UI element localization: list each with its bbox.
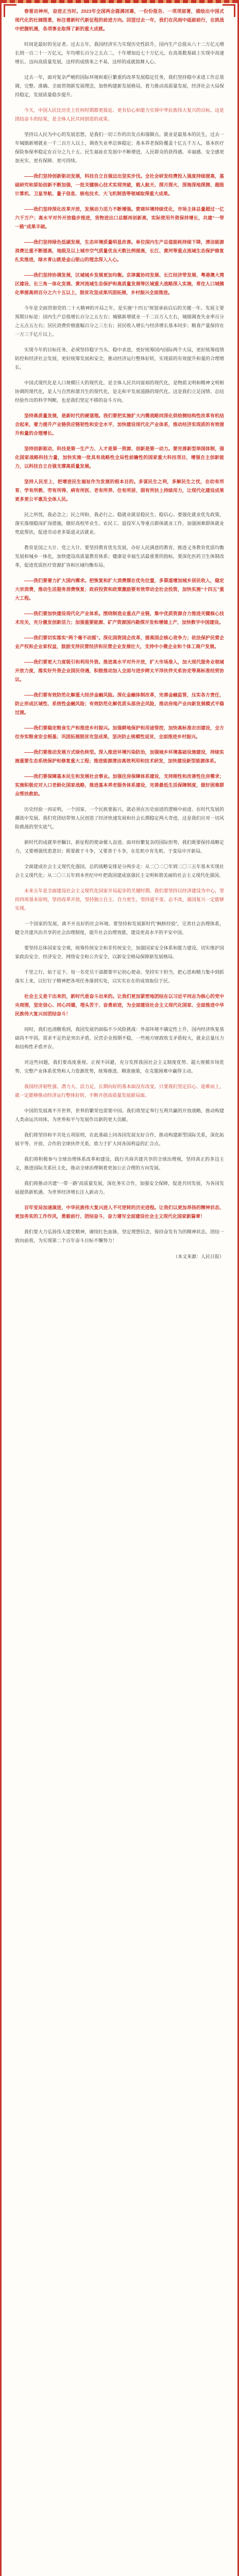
- paragraph: ——我们要推动发展方式绿色转型。深入推进环境污染防治，加强城乡环境基础设施建设，持续实施重要生态系统保护和修复重大工程；推进能源清洁高效利用和技术研发，加快建设新型能源体系。: [15, 750, 224, 764]
- corner-ornament-top-left: [4, 4, 16, 17]
- paragraph: ——我们要着力扩大国内需求。把恢复和扩大消费摆在优先位置，多渠道增加城乡居民收入，稳定大宗消费，推动生活服务消费恢复；政府投资和政策激励要有效带动全社会投资，加快实施“十四五”重大工程。: [15, 578, 224, 601]
- paragraph: ——我们要有效防范化解重大经济金融风险。深化金融体制改革，完善金融监管，压实各方责任，防止形成区域性、系统性金融风险；有效防范化解优质头部房企风险，推动房地产业向新发展模式平稳过渡。: [15, 692, 224, 715]
- paragraph: 实现今年的目标任务，必须坚持稳字当头、稳中求进，更好统筹国内国际两个大局，更好统筹疫情防控和经济社会发展，更好统筹发展和安全，推动经济运行整体好转，实现质的有效提升和量的合理增长。: [15, 347, 224, 370]
- paragraph: 我们将积极参与全球治理体系改革和建设，践行共商共建共享的全球治理观，坚持真正的多边主义，推进国际关系民主化，推动全球治理朝着更加公正合理的方向发展。: [15, 1157, 224, 1171]
- paragraph: 我们将推动共建“一带一路”高质量发展，深化务实合作，加强安全保障，促进共同发展，为各国发展提供新机遇、为世界经济增长注入新动力。: [15, 1181, 224, 1195]
- paragraph: ——我们要加快建设现代化产业体系。围绕制造业重点产业链，集中优质资源合力推进关键核心技术攻关，充分激发创新活力；加强重要能源、矿产资源国内勘探开发和增储上产，加快数字中国建设。: [15, 611, 224, 625]
- paragraph: 时间是最好的见证者。过去五年，我国经济实力实现历史性跃升，国内生产总值从八十二万亿元增长到一百二十一万亿元，年均增长百分之五点二，十年增加近七十万亿元。在高基数基础上实现中高速增长、迈向高质量发展，这样的成绩来之不易，这样的成就鼓舞人心。: [15, 42, 224, 64]
- paragraph: 春雷动神州，奋进正当时。2023年全国两会圆满闭幕，一份份报告、一项项部署，描绘出中国式现代化的壮阔图景，标注着新时代新征程的前进方向。回望过去一年，我们在风雨中砥砺前行，在挑战中把握机遇，各项事业取得了新的重大成就。: [15, 9, 224, 31]
- paragraph: 社会主义是干出来的，新时代是奋斗出来的。让我们更加紧密地团结在以习近平同志为核心的党中央周围，坚定信心、同心同德，埋头苦干、奋勇前进，为全面建设社会主义现代化国家、全面推进中华民族伟大复兴而团结奋斗！: [15, 994, 224, 1016]
- paragraph: ——我们坚持创新驱动发展，科技自立自强迈出坚实步伐。全社会研发经费投入强度持续提高，基础研究和原始创新不断加强，一批关键核心技术实现突破，载人航天、探月探火、深海深地探测、超级计算机、卫星导航、量子信息、核电技术、大飞机制造等领域取得重大成果。: [15, 174, 224, 196]
- paragraph: 未来五年是全面建设社会主义现代化国家开局起步的关键时期。我们要坚持以经济建设为中心，坚持四项基本原则，坚持改革开放，坚持独立自主、自力更生，坚持道不变、志不改，强国复兴一定能够实现。: [15, 888, 224, 911]
- paragraph: 我们要大力弘扬伟大建党精神，赓续红色血脉，坚定理想信念，保持奋发有为的精神状态，团结一致向前看，为实现第二个百年奋斗目标不懈努力！: [15, 1229, 224, 1243]
- article-body: [2, 0, 237, 1289]
- paragraph: 今年是全面贯彻党的二十大精神的开局之年，是实施“十四五”规划承前启后的关键一年。发展主要预期目标是：国内生产总值增长百分之五左右；城镇新增就业一千二百万人左右，城镇调查失业率百分之五点五左右；居民消费价格涨幅百分之三左右；居民收入增长与经济增长基本同步；粮食产量保持在一万三千亿斤以上。: [15, 306, 224, 337]
- paragraph: （本文来源：人民日报）: [173, 1254, 224, 1259]
- paragraph: 坚持创新驱动，科技是第一生产力、人才是第一资源、创新是第一动力。要完善新型举国体制，强化国家战略科技力量，加快实施一批具有战略性全局性前瞻性的国家重大科技项目，增强自主创新能力，以科技自立自强支撑高质量发展。: [15, 446, 224, 469]
- paragraph: 百年变局加速演进，中华民族伟大复兴进入不可逆转的历史进程。让我们以更加昂扬的精神状态、更加务实的工作作风，勇毅前行、团结奋斗，奋力谱写全面建设社会主义现代化国家新篇章！: [15, 1205, 224, 1219]
- paragraph: ——我们要更大力度吸引和利用外资。推进高水平对外开放，扩大市场准入，加大现代服务业领域开放力度，落实好外资企业国民待遇，积极推动加入全面与进步跨太平洋伙伴关系协定等高标准经贸协议。: [15, 659, 224, 682]
- paragraph: 教育是国之大计、党之大计。要坚持教育优先发展，办好人民满意的教育，推进义务教育优质均衡发展和城乡一体化，加快建设高质量教育体系；健康是幸福生活最重要的指标，要深化医药卫生体制改革，促进优质医疗资源扩容和区域均衡布局。: [15, 545, 224, 568]
- paragraph: 千里之行，始于足下。每一名党员干部都要牢记初心使命，坚持实干担当，把心思和精力集中到抓落实上来，以钉钉子精神把各项任务落到实处，以实实在在的成效取信于民。: [15, 970, 224, 984]
- paragraph: 我国经济韧性强、潜力大、活力足，长期向好的基本面没有改变。只要我们坚定信心、迎难而上，就一定能够推动经济运行整体好转，不断开创高质量发展新局面。: [15, 1084, 224, 1098]
- paragraph: 中国的发展离不开世界，世界的繁荣也需要中国。我们将坚定奉行互利共赢的开放战略，推动构建人类命运共同体，为世界和平与发展作出新的更大贡献。: [15, 1108, 224, 1122]
- paragraph: 一个国家的发展，离不开良好的社会环境。要坚持和发展新时代“枫桥经验”，完善社会治理体系，健全共建共治共享的社会治理制度，提升社会治理效能，建设更高水平的平安中国。: [15, 921, 224, 935]
- corner-ornament-top-right: [223, 4, 235, 17]
- paragraph: 历史经验一再证明，一个国家、一个民族要振兴，就必须在历史前进的逻辑中前进、在时代发展的潮流中发展。我们党团结带领人民创造了经济快速发展和社会长期稳定两大奇迹，这是我们应对一切风险挑战的坚实底气。: [15, 807, 224, 829]
- paragraph: 坚持人民至上，把增进民生福祉作为发展的根本目的。多谋民生之利，多解民生之忧，在幼有所育、学有所教、劳有所得、病有所医、老有所养、住有所居、弱有所扶上持续用力，让现代化建设成果更多更公平惠及全体人民。: [15, 479, 224, 502]
- paragraph: 坚持高质量发展，是新时代的硬道理。我们要把实施扩大内需战略同深化供给侧结构性改革有机结合起来，着力提升产业链供应链韧性和安全水平，加快建设现代化产业体系，推动经济实现质的有效提升和量的合理增长。: [15, 413, 224, 436]
- paragraph: 要坚持总体国家安全观，统筹传统安全和非传统安全，加强国家安全体系和能力建设，切实维护国家政治安全、经济安全、网络安全和公共安全，以新安全格局保障新发展格局。: [15, 945, 224, 959]
- paragraph: 新时代的成就举世瞩目，新征程的使命催人奋进。面对纷繁复杂的国际形势，我们既要保持战略定力，又要增强忧患意识；既要敢于斗争，又要善于斗争，在危机中育先机、于变局中开新局。: [15, 840, 224, 854]
- paragraph: ——我们要切实落实“两个毫不动摇”。深化国资国企改革，提高国企核心竞争力；依法保护民营企业产权和企业家权益，鼓励支持民营经济和民营企业发展壮大，支持中小微企业和个体工商户发展。: [15, 635, 224, 649]
- paragraph: ——我们坚持深化改革开放，发展动力活力不断增强。营商环境持续优化，市场主体总量超过一亿六千万户；高水平对外开放稳步推进，货物进出口总额再创新高，实际使用外资保持增长，共建“一带一路”成果丰硕。: [15, 207, 224, 229]
- paragraph: 对这些问题，我们要高度重视、正视不回避，充分发挥我国社会主义制度优势、超大规模市场优势、完整产业体系优势和人力资源优势，统筹推进、精准施策，在克服困难中赢得主动。: [15, 1060, 224, 1074]
- paragraph: 坚持以人民为中心的发展思想，是我们一切工作的出发点和落脚点。就业是最基本的民生，过去一年城镇新增就业一千二百万人以上，调查失业率总体稳定；基本养老保险覆盖十亿五千万人，基本医疗保险参保率稳定在百分之九十五。民生福祉在发展中不断增进，人民群众的获得感、幸福感、安全感更加充实、更有保障、更可持续。: [15, 132, 224, 163]
- paragraph: 中国式现代化是人口规模巨大的现代化，是全体人民共同富裕的现代化，是物质文明和精神文明相协调的现代化，是人与自然和谐共生的现代化，是走和平发展道路的现代化。这是我们立足国情、总结经验作出的科学判断，也是我们坚定不移的奋斗方向。: [15, 380, 224, 403]
- paragraph: ——我们坚持绿色低碳发展，生态环境质量明显改善。单位国内生产总值能耗持续下降，清洁能源消费比重不断提高，地级及以上城市空气质量优良天数比例提高，长江、黄河等重点流域生态保护修复扎实推进，绿水青山就是金山银山的理念深入人心。: [15, 240, 224, 262]
- paragraph: 民之所忧，我必念之；民之所盼，我必行之。稳就业就是稳民生、稳信心。要强化就业优先政策，落实落细稳岗扩岗措施，做好高校毕业生、农民工、退役军人等重点群体就业工作，加强困难群体就业兜底帮扶，促进劳动者多渠道灵活就业。: [15, 512, 224, 535]
- paragraph: 同时，我们也清醒看到，我国发展仍面临不少风险挑战：外部环境不确定性上升，国内经济恢复基础尚不牢固，需求不足仍是突出矛盾，民营企业预期不稳，一些地方财政收支矛盾较大，就业总量压力和结构性矛盾并存。: [15, 1027, 224, 1049]
- paragraph: 全面建成社会主义现代化强国，总的战略安排是分两步走：从二〇二〇年到二〇三五年基本实现社会主义现代化；从二〇三五年到本世纪中叶把我国建成富强民主文明和谐美丽的社会主义现代化强国。: [15, 864, 224, 878]
- paragraph: ——我们要稳定粮食生产和推进乡村振兴。加强耕地保护和用途管控，加快高标准农田建设，全方位夯实粮食安全根基；巩固拓展脱贫攻坚成果，坚决防止规模性返贫，全面推进乡村振兴。: [15, 725, 224, 739]
- paragraph: 今天，中国人民比历史上任何时期都更接近、更有信心和能力实现中华民族伟大复兴的目标。这是团结奋斗的结果，是全体人民共同创造的成果。: [15, 108, 224, 122]
- paragraph: 过去一年，面对复杂严峻的国际环境和艰巨繁重的改革发展稳定任务，我们坚持稳中求进工作总基调，完整、准确、全面贯彻新发展理念，加快构建新发展格局，着力推动高质量发展，经济社会大局保持稳定，发展质量稳步提升。: [15, 75, 224, 97]
- paragraph: ——我们坚持协调发展，区域城乡发展更加均衡。京津冀协同发展、长江经济带发展、粤港澳大湾区建设、长三角一体化发展、黄河流域生态保护和高质量发展等区域重大战略深入实施，常住人口城镇化率提高到百分之六十五以上，脱贫攻坚成果巩固拓展，乡村振兴全面推进。: [15, 273, 224, 295]
- paragraph: 我们将坚持和平共处五项原则，在此基础上同各国发展友好合作，推动构建新型国际关系，深化拓展平等、开放、合作的全球伙伴关系，致力于扩大同各国利益的汇合点。: [15, 1132, 224, 1146]
- paragraph: ——我们要保障基本民生和发展社会事业。加强住房保障体系建设，支持刚性和改善性住房需求；实施积极应对人口老龄化国家战略，推进基本养老服务体系建设，完善最低生活保障制度，做好困难群众帮扶救助。: [15, 774, 224, 796]
